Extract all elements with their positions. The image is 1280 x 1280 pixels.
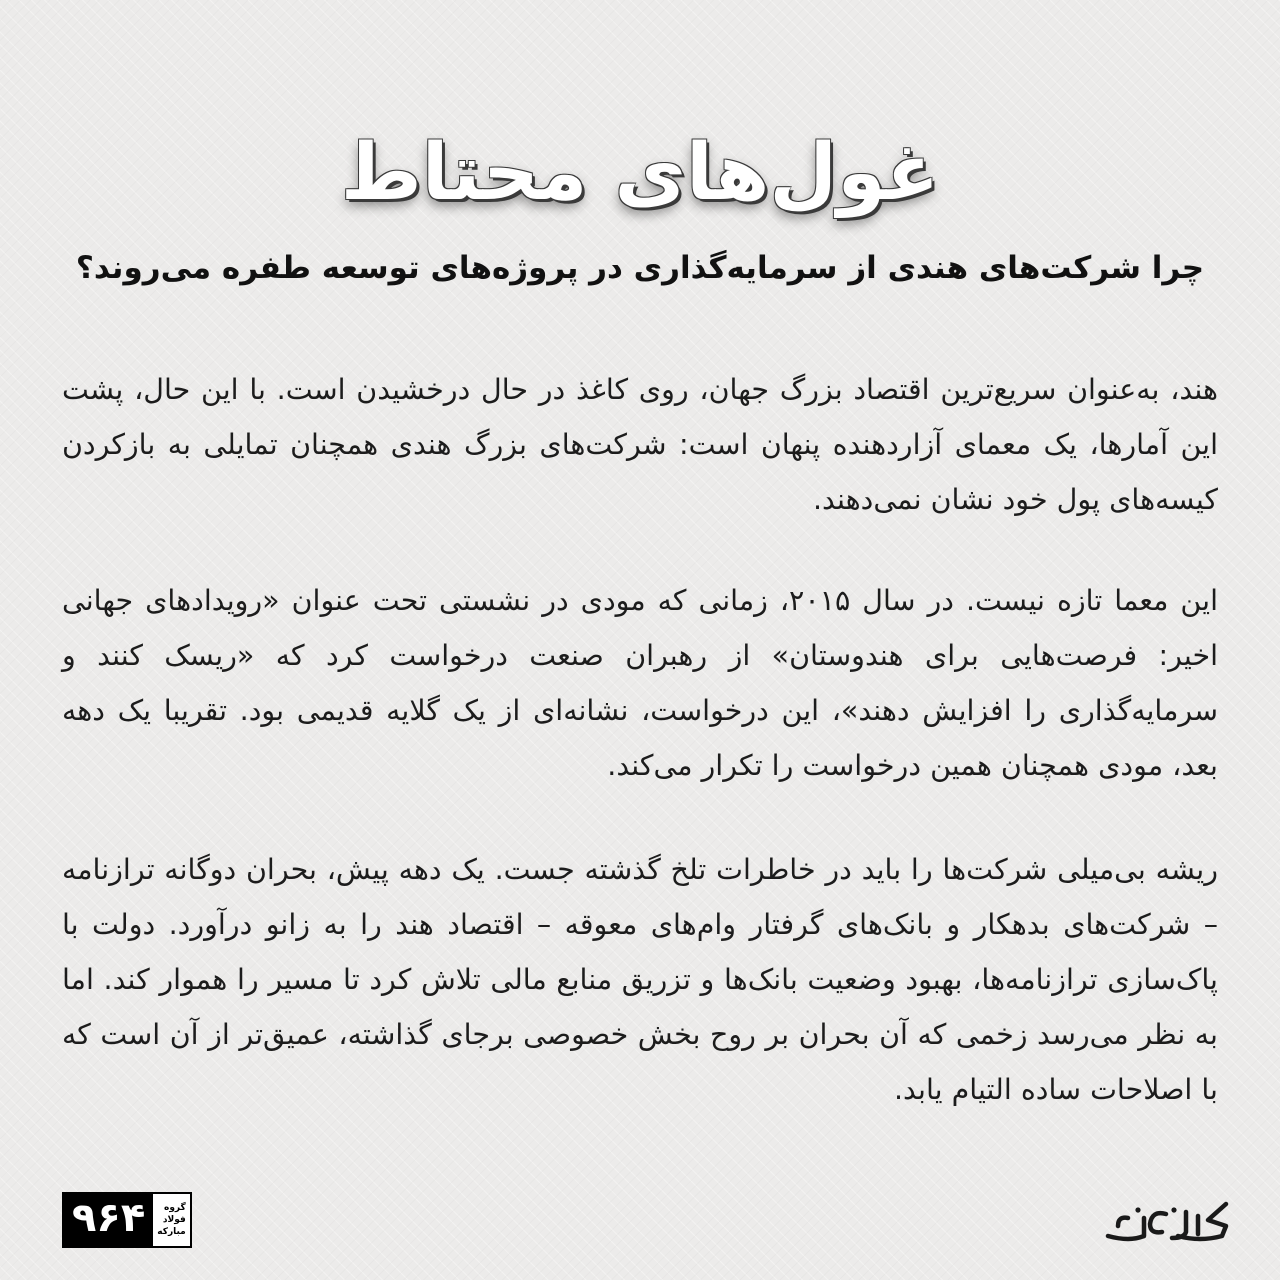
article-paragraph-1: هند، به‌عنوان سریع‌ترین اقتصاد بزرگ جهان، روی کاغذ در حال درخشیدن است. با این حال، پشت این آمارها، یک معمای آزاردهنده پنهان است: شرکت‌های بزرگ هندی همچنان تمایلی به بازکردن کیسه‌های پول خود نشان نمی‌دهند. <box>62 373 1218 516</box>
article-paragraph-2: این معما تازه نیست. در سال ۲۰۱۵، زمانی که مودی در نشستی تحت عنوان «رویدادهای جهانی اخیر: فرصت‌هایی برای هندوستان» از رهبران صنعت درخواست کرد که «ریسک کنند و سرمایه‌گذاری را افزایش دهند»، این درخواست، نشانه‌ای از یک گلایه قدیمی بود. تقریبا یک دهه بعد، مودی همچنان همین درخواست را تکرار می‌کند. <box>62 584 1218 782</box>
page-subtitle: چرا شرکت‌های هندی از سرمایه‌گذاری در پروژه‌های توسعه طفره می‌روند؟ <box>75 250 1205 286</box>
logo-word-1: گروه <box>164 1203 186 1213</box>
karkhaneh-logo <box>1100 1196 1236 1252</box>
logo-number: ۹۶۴ <box>72 1195 146 1241</box>
logo-word-3: مبارکه <box>157 1227 186 1237</box>
mobarakeh-steel-logo <box>62 1192 192 1248</box>
article-paragraph-3: ریشه بی‌میلی شرکت‌ها را باید در خاطرات تلخ گذشته جست. یک دهه پیش، بحران دوگانه ترازنامه – شرکت‌های بدهکار و بانک‌های گرفتار وام‌های معوقه – اقتصاد هند را به زانو درآورد. دولت با پاک‌سازی ترازنامه‌ها، بهبود وضعیت بانک‌ها و تزریق منابع مالی تلاش کرد تا مسیر را هموار کند. اما به نظر می‌رسد زخمی که آن بحران بر روح بخش خصوصی برجای گذاشته، عمیق‌تر از آن است که با اصلاحات ساده التیام یابد. <box>62 853 1218 1106</box>
logo-word-2: فولاد <box>162 1215 186 1225</box>
page-title: غول‌های محتاط <box>340 128 940 218</box>
logo-words <box>153 1194 190 1246</box>
